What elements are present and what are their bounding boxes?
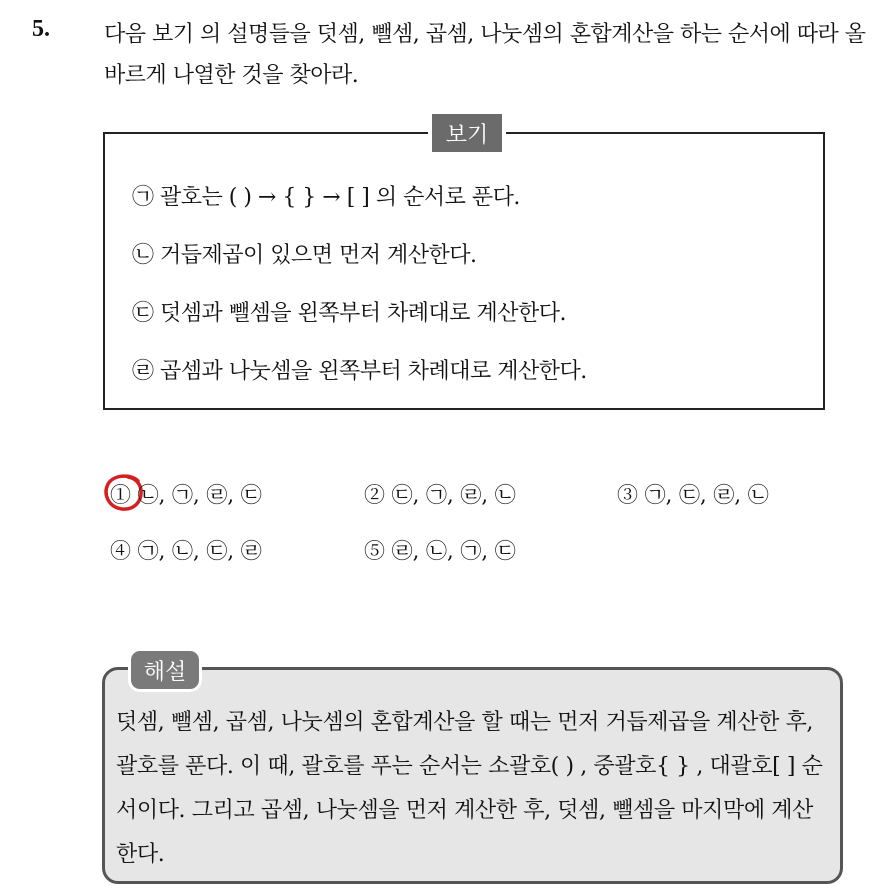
bogi-item-3: ㉢ 덧셈과 뺄셈을 왼쪽부터 차례대로 계산한다. xyxy=(132,301,566,326)
bogi-label: 보기 xyxy=(428,114,506,152)
bogi-item-4: ㉣ 곱셈과 나눗셈을 왼쪽부터 차례대로 계산한다. xyxy=(132,359,587,384)
choice-1[interactable]: ① ㉡, ㉠, ㉣, ㉢ xyxy=(110,483,262,507)
explanation-text: 덧셈, 뺄셈, 곱셈, 나눗셈의 혼합계산을 할 때는 먼저 거듭제곱을 계산한 후, 괄호를 푼다. 이 때, 괄호를 푸는 순서는 소괄호( ) , 중괄호{ } , 대괄호[ ] 순서이다. 그리고 곱셈, 나눗셈을 먼저 계산한 후, 덧셈, 뺄셈을 마지막에 계산한다. xyxy=(116,710,823,867)
choice-5[interactable]: ⑤ ㉣, ㉡, ㉠, ㉢ xyxy=(364,539,516,563)
choice-3[interactable]: ③ ㉠, ㉢, ㉣, ㉡ xyxy=(617,483,769,507)
choice-4[interactable]: ④ ㉠, ㉡, ㉢, ㉣ xyxy=(110,539,262,563)
question-text: 다음 보기 의 설명들을 덧셈, 뺄셈, 곱셈, 나눗셈의 혼합계산을 하는 순서에 따라 올바르게 나열한 것을 찾아라. xyxy=(104,22,866,88)
bogi-item-1: ㉠ 괄호는 ( ) → { } → [ ] 의 순서로 푼다. xyxy=(132,185,520,210)
choice-2[interactable]: ② ㉢, ㉠, ㉣, ㉡ xyxy=(364,483,516,507)
question-number: 5. xyxy=(32,16,50,42)
bogi-item-2: ㉡ 거듭제곱이 있으면 먼저 계산한다. xyxy=(132,243,477,268)
explanation-label: 해설 xyxy=(128,648,202,692)
